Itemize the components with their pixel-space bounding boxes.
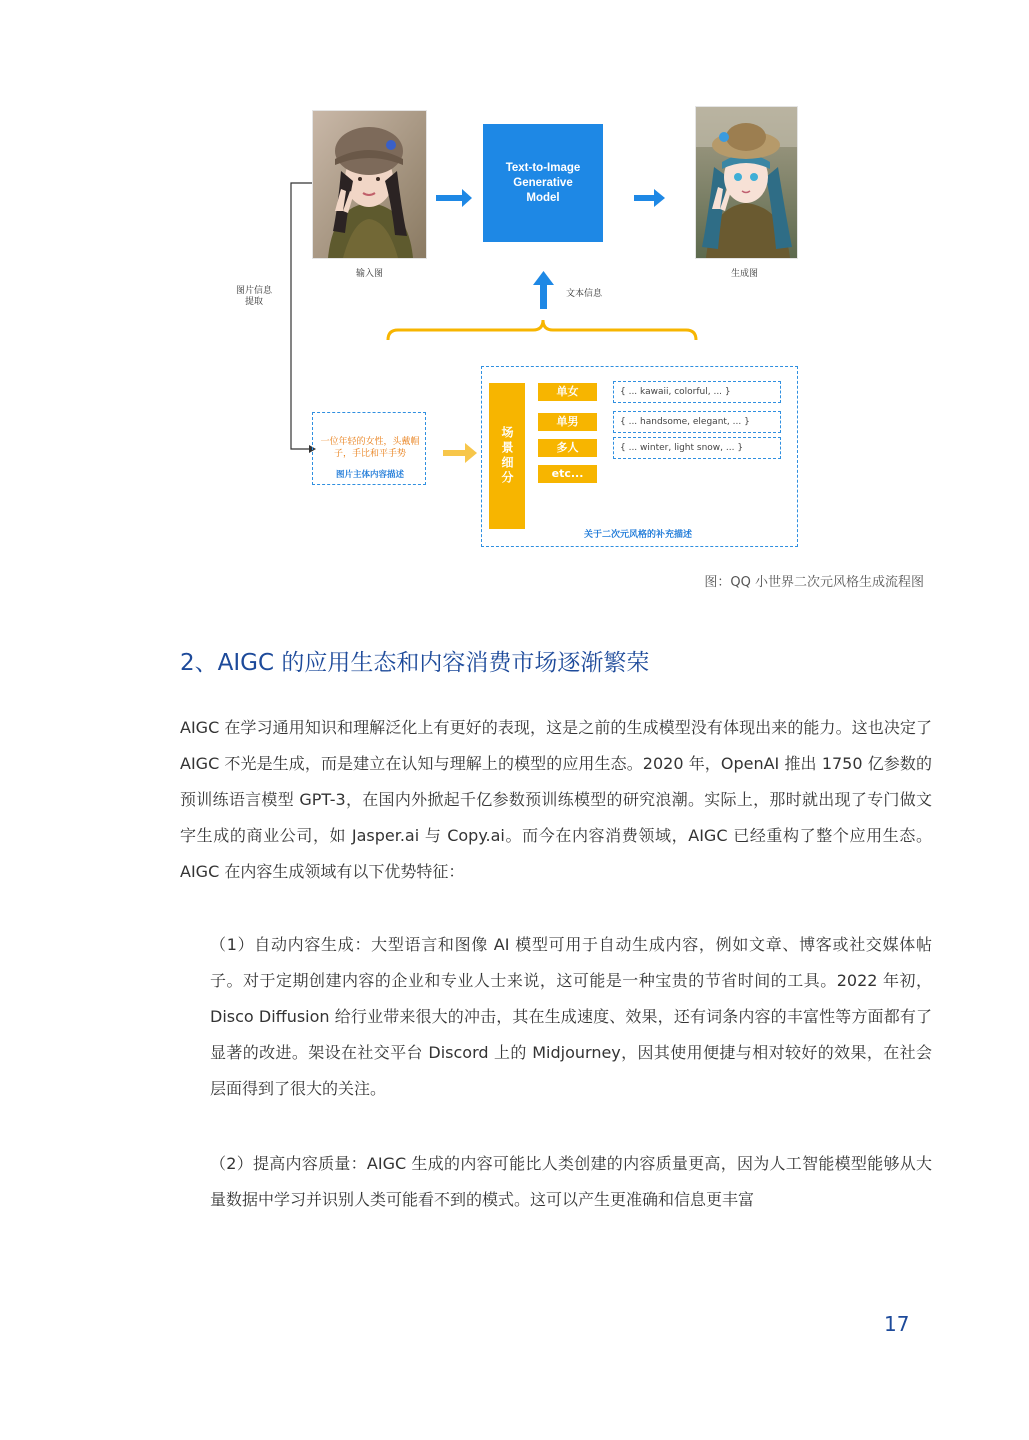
subject-desc-caption: 图片主体内容描述 bbox=[335, 470, 404, 480]
list-item-1: （1）自动内容生成：大型语言和图像 AI 模型可用于自动生成内容，例如文章、博客或社交媒体帖子。对于定期创建内容的企业和专业人士来说，这可能是一种宝贵的节省时间的工具。2022 年初，Disco Diffusion 给行业带来很大的冲击，其在生成速度、效果，还有词条内容的丰富性等方面都有了显著的改进。架设在社交平台 Discord 上的 Midjourney，因其使用便捷与相对较好的效果，在社会层面得到了很大的关注。 bbox=[210, 935, 932, 1098]
tag-single-female: 单女 bbox=[538, 383, 597, 401]
input-label: 输入图 bbox=[356, 269, 384, 279]
tag-single-male: 单男 bbox=[538, 413, 597, 431]
extract-label: 图片信息 提取 bbox=[236, 286, 273, 307]
list-item-2: （2）提高内容质量：AIGC 生成的内容可能比人类创建的内容质量更高，因为人工智能模型能够从大量数据中学习并识别人类可能看不到的模式。这可以产生更准确和信息更丰富 bbox=[210, 1154, 932, 1209]
intro-paragraph: AIGC 在学习通用知识和理解泛化上有更好的表现，这是之前的生成模型没有体现出来的能力。这也决定了 AIGC 不光是生成，而是建立在认知与理解上的模型的应用生态。2020 年，OpenAI 推出 1750 亿参数的预训练语言模型 GPT-3，在国内外掀起千亿参数预训练模型的研究浪潮。实际上，那时就出现了专门做文字生成的商业公司，如 Jasper.ai 与 Copy.ai。而今在内容消费领域，AIGC 已经重构了整个应用生态。AIGC 在内容生成领域有以下优势特征： bbox=[180, 718, 932, 881]
output-photo bbox=[695, 106, 798, 259]
keyword-line-3: { ... winter, light snow, ... } bbox=[613, 437, 781, 459]
subject-desc-text: 一位年轻的女性，头戴帽子，手比和平手势 bbox=[320, 437, 420, 459]
section-title: 2、AIGC 的应用生态和内容消费市场逐渐繁荣 bbox=[180, 650, 650, 676]
real-portrait-image bbox=[313, 111, 426, 258]
model-box-label: Text-to-Image Generative Model bbox=[505, 161, 581, 204]
figure-caption: 图：QQ 小世界二次元风格生成流程图 bbox=[704, 575, 924, 590]
keyword-line-2: { ... handsome, elegant, ... } bbox=[613, 411, 781, 433]
style-desc-caption: 关于二次元风格的补充描述 bbox=[584, 530, 693, 540]
tag-etc: etc... bbox=[538, 465, 597, 483]
tag-multiple: 多人 bbox=[538, 439, 597, 457]
page-number: 17 bbox=[884, 1312, 910, 1336]
anime-portrait-image bbox=[696, 107, 797, 258]
input-photo bbox=[312, 110, 427, 259]
scene-subdivision: 场景细分 bbox=[489, 383, 525, 529]
text-info-label: 文本信息 bbox=[566, 289, 603, 299]
output-label: 生成图 bbox=[731, 269, 759, 279]
generative-model-box bbox=[483, 124, 603, 242]
keyword-line-1: { ... kawaii, colorful, ... } bbox=[613, 381, 781, 403]
